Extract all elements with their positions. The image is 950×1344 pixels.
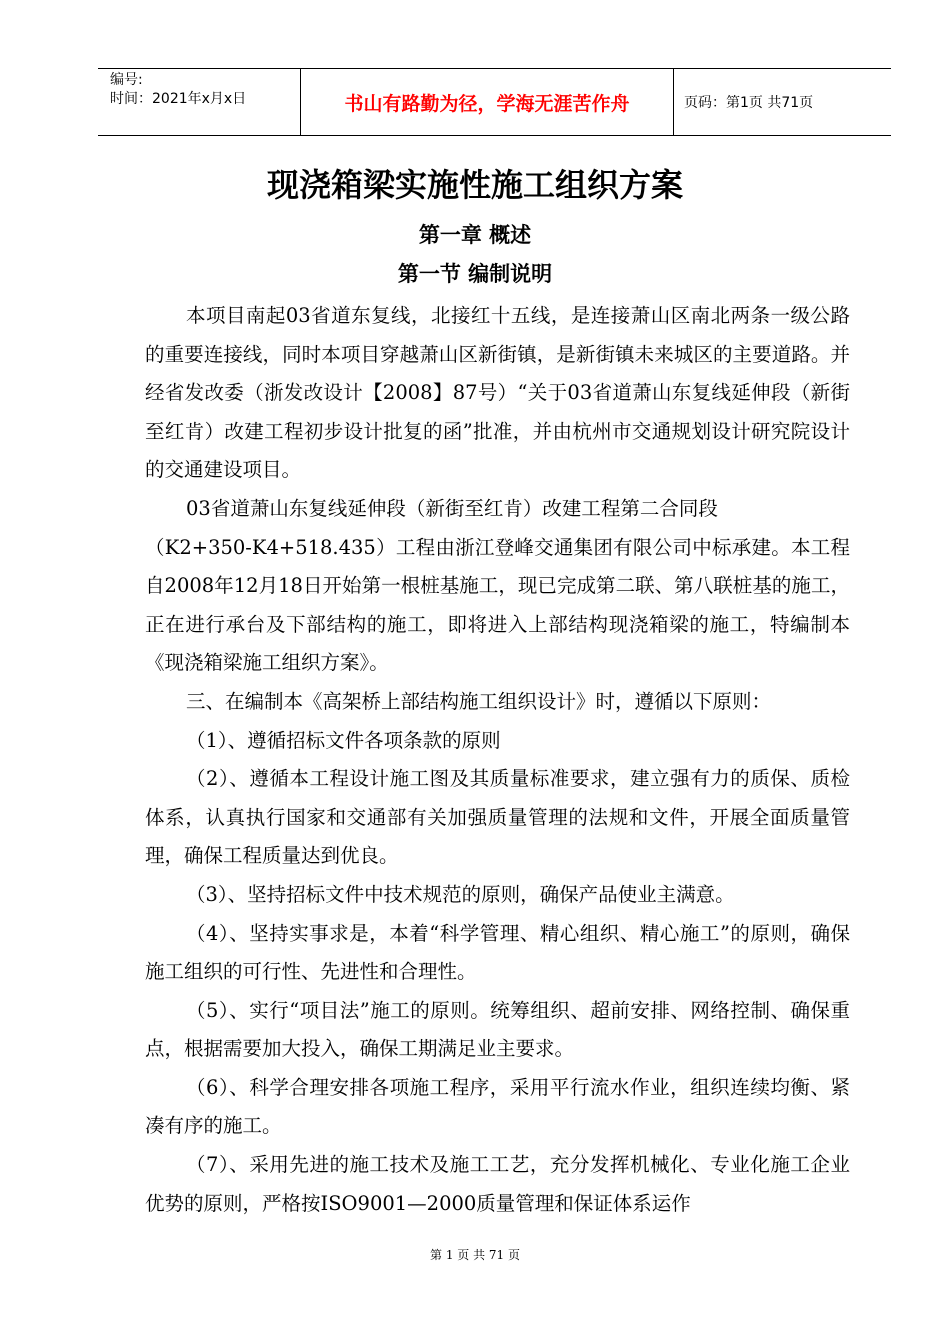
number-label: 编号:: [110, 72, 143, 88]
paragraph: （5）、实行“项目法”施工的原则。统筹组织、超前安排、网络控制、确保重点，根据需要加大投入，确保工期满足业主要求。: [145, 998, 850, 1061]
paragraph: 本项目南起03省道东复线，北接红十五线，是连接萧山区南北两条一级公路的重要连接线，同时本项目穿越萧山区新街镇，是新街镇未来城区的主要道路。并经省发改委（浙发改设计【2008】87号）“关于03省道萧山东复线延伸段（新街至红肯）改建工程初步设计批复的函”批准，并由杭州市交通规划设计研究院设计的交通建设项目。: [145, 304, 850, 482]
section-heading: 第一节 编制说明: [397, 262, 553, 286]
page-footer: 第 1 页 共 71 页: [430, 1248, 520, 1262]
paragraph: （1）、遵循招标文件各项条款的原则: [186, 728, 501, 752]
paragraph: （K2+350-K4+518.435）工程由浙江登峰交通集团有限公司中标承建。本工程自2008年12月18日开始第一根桩基施工，现已完成第二联、第八联桩基的施工，正在进行承台及下部结构的施工，即将进入上部结构现浇箱梁的施工，特编制本《现浇箱梁施工组织方案》。: [145, 535, 850, 675]
time-label: 时间：2021年x月x日: [110, 91, 247, 107]
paragraph: 03省道萧山东复线延伸段（新街至红肯）改建工程第二合同段: [186, 496, 718, 520]
chapter-heading: 第一章 概述: [418, 223, 532, 247]
paragraph: （7）、采用先进的施工技术及施工工艺，充分发挥机械化、专业化施工企业优势的原则，严格按ISO9001—2000质量管理和保证体系运作: [145, 1153, 850, 1215]
header-meta: [98, 69, 301, 135]
paragraph: （6）、科学合理安排各项施工程序，采用平行流水作业，组织连续均衡、紧凑有序的施工。: [145, 1075, 850, 1138]
paragraph: （2）、遵循本工程设计施工图及其质量标准要求，建立强有力的质保、质检体系，认真执行国家和交通部有关加强质量管理的法规和文件，开展全面质量管理，确保工程质量达到优良。: [145, 767, 850, 868]
document-header: [98, 68, 891, 136]
header-motto: 书山有路勤为径，学海无涯苦作舟: [301, 69, 674, 135]
document-body: [145, 297, 850, 1223]
paragraph: 三、在编制本《高架桥上部结构施工组织设计》时，遵循以下原则：: [186, 689, 772, 713]
paragraph: （3）、坚持招标文件中技术规范的原则，确保产品使业主满意。: [186, 882, 735, 906]
paragraph: （4）、坚持实事求是，本着“科学管理、精心组织、精心施工”的原则，确保施工组织的可行性、先进性和合理性。: [145, 921, 850, 984]
header-page-label: 页码：第1页 共71页: [684, 95, 814, 111]
document-title: 现浇箱梁实施性施工组织方案: [266, 166, 683, 204]
